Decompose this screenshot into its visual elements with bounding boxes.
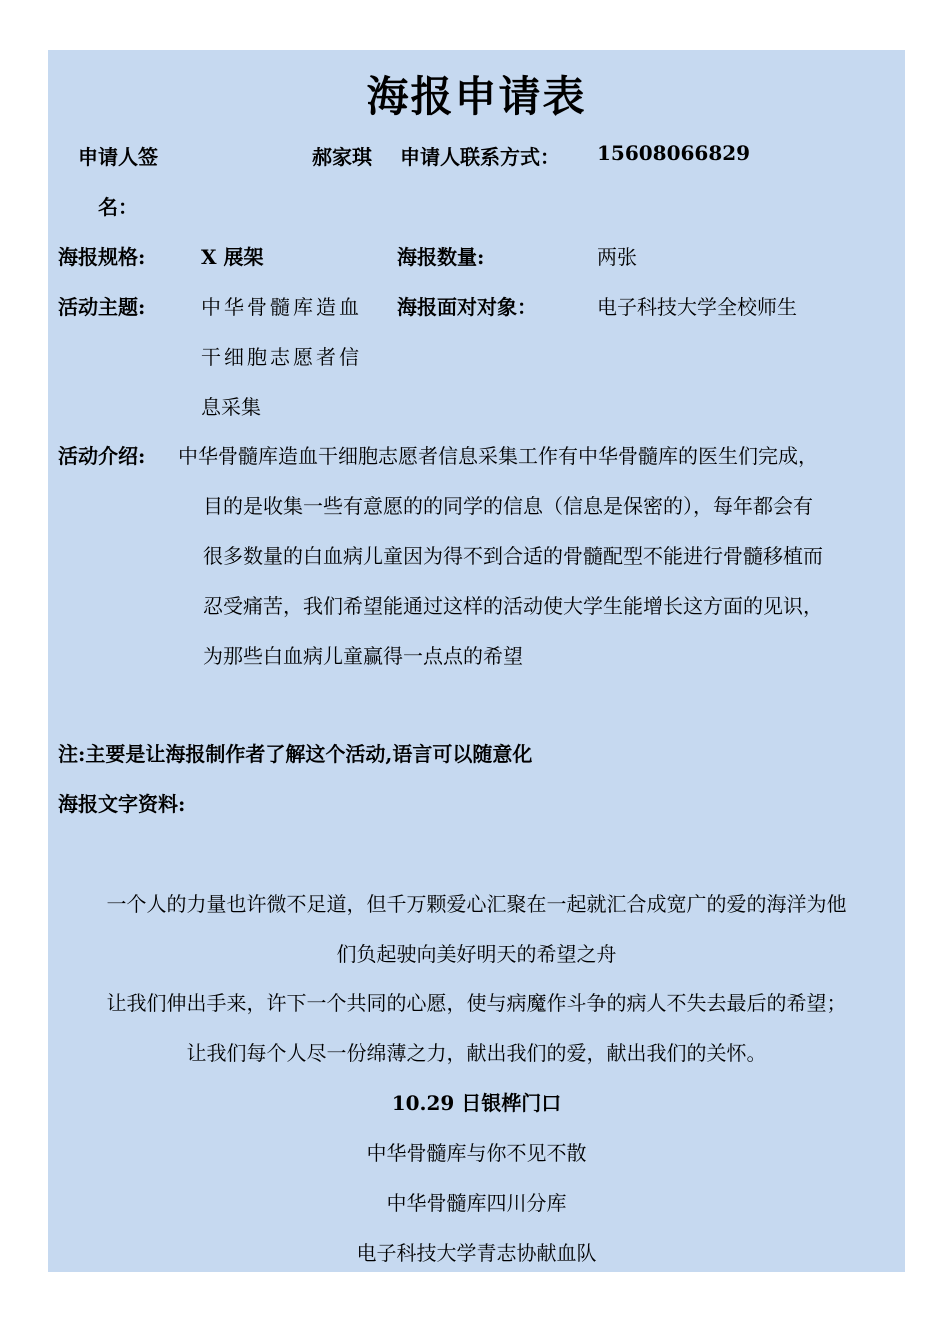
poster-copy-line: 们负起驶向美好明天的希望之舟: [336, 942, 617, 966]
spec-label: 海报规格:: [58, 245, 146, 269]
quantity-label: 海报数量:: [397, 245, 485, 269]
form-title: 海报申请表: [366, 72, 587, 121]
audience-label: 海报面对对象：: [397, 295, 537, 319]
applicant-name-label-cont: 名：: [98, 195, 138, 219]
theme-line: 中华骨髓库造血: [201, 295, 362, 319]
intro-line: 中华骨髓库造血干细胞志愿者信息采集工作有中华骨髓库的医生们完成，: [178, 444, 818, 468]
organizer-2: 电子科技大学青志协献血队: [356, 1241, 597, 1265]
organizer-1: 中华骨髓库四川分库: [386, 1191, 567, 1215]
poster-copy-line: 让我们伸出手来，许下一个共同的心愿，使与病魔作斗争的病人不失去最后的希望；: [106, 991, 847, 1015]
intro-line: 为那些白血病儿童赢得一点点的希望: [203, 644, 523, 668]
slogan: 中华骨髓库与你不见不散: [366, 1141, 587, 1165]
theme-line: 干细胞志愿者信: [201, 345, 362, 369]
intro-line: 很多数量的白血病儿童因为得不到合适的骨髓配型不能进行骨髓移植而: [203, 544, 823, 568]
intro-line: 忍受痛苦，我们希望能通过这样的活动使大学生能增长这方面的见识，: [203, 594, 823, 618]
poster-copy-line: 一个人的力量也许微不足道，但千万颗爱心汇聚在一起就汇合成宽广的爱的海洋为他: [106, 892, 847, 916]
quantity-value: 两张: [597, 245, 637, 269]
event-date-place: 10.29 日银桦门口: [391, 1091, 562, 1115]
applicant-name-value: 郝家琪: [312, 145, 372, 169]
note-text: 注:主要是让海报制作者了解这个活动,语言可以随意化: [58, 742, 533, 766]
intro-label: 活动介绍:: [58, 444, 146, 468]
poster-copy-line: 让我们每个人尽一份绵薄之力，献出我们的爱，献出我们的关怀。: [186, 1041, 767, 1065]
intro-line: 目的是收集一些有意愿的的同学的信息（信息是保密的），每年都会有: [203, 494, 813, 518]
application-form: [48, 50, 905, 1272]
theme-label: 活动主题:: [58, 295, 146, 319]
poster-copy-label: 海报文字资料:: [58, 792, 186, 816]
contact-value: 15608066829: [597, 141, 751, 165]
spec-value: X 展架: [201, 245, 264, 269]
contact-label: 申请人联系方式：: [400, 145, 560, 169]
theme-line: 息采集: [201, 395, 261, 419]
audience-value: 电子科技大学全校师生: [597, 295, 797, 319]
applicant-name-label: 申请人签: [78, 145, 158, 169]
